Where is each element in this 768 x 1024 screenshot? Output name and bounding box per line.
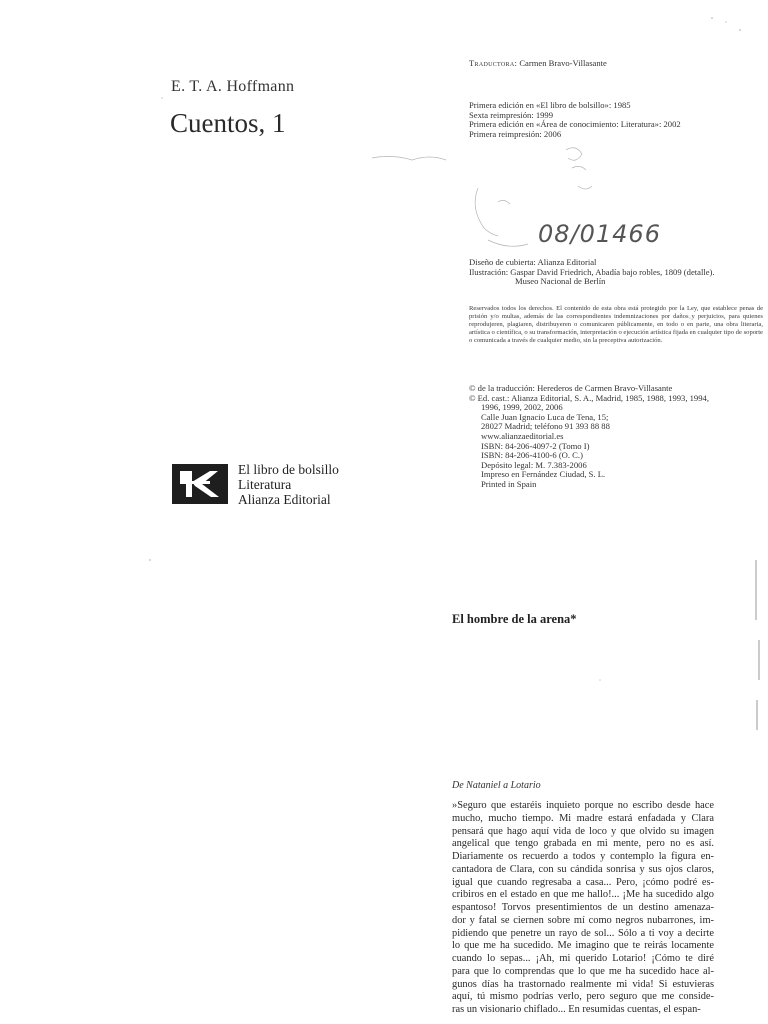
series-name: El libro de bolsillo — [238, 462, 339, 477]
cover-illustration: Ilustración: Gaspar David Friedrich, Abadía bajo robles, 1809 (detalle). — [469, 266, 715, 277]
book-title: Cuentos, 1 — [170, 108, 286, 138]
translator-name: Carmen Bravo-Villasante — [517, 58, 607, 68]
body-line: cantadora de Clara, con su cándida sonrisa y sus ojos claros, — [452, 863, 714, 875]
body-line: ras un visionario chiflado... En resumidas cuentas, el espan- — [452, 1004, 701, 1015]
isbn-line: ISBN: 84-206-4097-2 (Tomo I) — [481, 440, 590, 451]
series-category: Literatura — [238, 477, 292, 492]
address-line: Calle Juan Ignacio Luca de Tena, 15; — [481, 411, 609, 422]
story-body — [452, 800, 714, 1017]
copyright-line: © Ed. cast.: Alianza Editorial, S. A., Madrid, 1985, 1988, 1993, 1994, — [469, 392, 709, 403]
body-line: angelical que tengo grabada en mi mente, pero no es así. — [452, 838, 714, 850]
rights-notice: Reservados todos los derechos. El contenido de esta obra está protegido por la Ley, que establece penas de prisión y/o multas, además de las correspondientes indemnizaciones por daños y perjuicios, para quienes reprodujeren, plagiaren, distribuyeren o comunicaren públicamente, en todo o en parte, una obra literaria, artística o científica, o su transformación, interpretación o ejecución artística fijada en cualquier tipo de soporte o comunicada a través de cualquier medio, sin la preceptiva autorización. — [469, 305, 763, 344]
body-line: Diariamente os recuerdo a todos y contemplo la figura en- — [452, 851, 714, 862]
body-line: para que lo comprendas que lo que me ha sucedido hace al- — [452, 965, 714, 977]
body-line: gunos días ha trastornado realmente mi vida! Si estuvieras — [452, 978, 714, 990]
translator-label: Traductora: — [469, 58, 518, 68]
body-line: pidiendo que penetre un rayo de sol... Sólo a ti voy a decirte — [452, 927, 714, 939]
printer-line: Impreso en Fernández Ciudad, S. L. — [481, 469, 606, 480]
legal-deposit-line: Depósito legal: M. 7.383-2006 — [481, 459, 587, 470]
website-line: www.alianzaeditorial.es — [481, 430, 564, 441]
edition-line: Primera edición en «Área de conocimiento: Literatura»: 2002 — [469, 119, 681, 130]
translator-line — [469, 59, 607, 69]
author-name: E. T. A. Hoffmann — [171, 78, 295, 95]
museum-credit: Museo Nacional de Berlín — [515, 276, 606, 287]
address-line: 28027 Madrid; teléfono 91 393 88 88 — [481, 421, 610, 432]
cover-design: Diseño de cubierta: Alianza Editorial — [469, 257, 597, 267]
story-subheading: De Nataniel a Lotario — [452, 780, 541, 791]
body-line: cuando lo sepas... ¡Ah, mi querido Lotario! ¡Cómo te diré — [452, 953, 714, 964]
copyright-line: 1996, 1999, 2002, 2006 — [481, 402, 563, 413]
copyright-block — [469, 384, 709, 490]
body-line: igual que cuando regresaba a casa... Pero, ¡cómo podré es- — [452, 876, 714, 888]
handwritten-catalog-number: 08/01466 — [538, 220, 661, 248]
edition-line: Primera edición en «El libro de bolsillo»: 1985 — [469, 100, 631, 110]
cover-credits — [469, 258, 715, 287]
story-title: El hombre de la arena* — [452, 612, 577, 626]
body-line: espantoso! Torvos presentimientos de un destino amenaza- — [452, 902, 714, 913]
copyright-line: © de la traducción: Herederos de Carmen Bravo-Villasante — [469, 383, 673, 393]
body-line: dor y fatal se ciernen sobre mí como negros nubarrones, im- — [452, 914, 714, 926]
body-line: pensará que hago aquí vida de loco y que olvido su imagen — [452, 825, 714, 837]
publisher-name: Alianza Editorial — [238, 492, 331, 507]
body-line: »Seguro que estaréis inquieto porque no escribo desde hace — [452, 800, 714, 811]
edition-history — [469, 101, 681, 139]
isbn-line: ISBN: 84-206-4100-6 (O. C.) — [481, 450, 583, 461]
edition-line: Sexta reimpresión: 1999 — [469, 109, 554, 120]
body-line: mucho, mucho tiempo. Mi madre estará enfadada y Clara — [452, 812, 714, 824]
body-line: lo que me ha sucedido. Me imagino que te reirás locamente — [452, 940, 714, 952]
printed-in-line: Printed in Spain — [481, 478, 537, 489]
body-line: cribiros en el estado en que me hallo!... ¡Me ha sucedido algo — [452, 889, 714, 901]
edition-line: Primera reimpresión: 2006 — [469, 128, 562, 139]
body-line: aquí, tú mismo podrías verlo, pero seguro que me conside- — [452, 991, 714, 1003]
